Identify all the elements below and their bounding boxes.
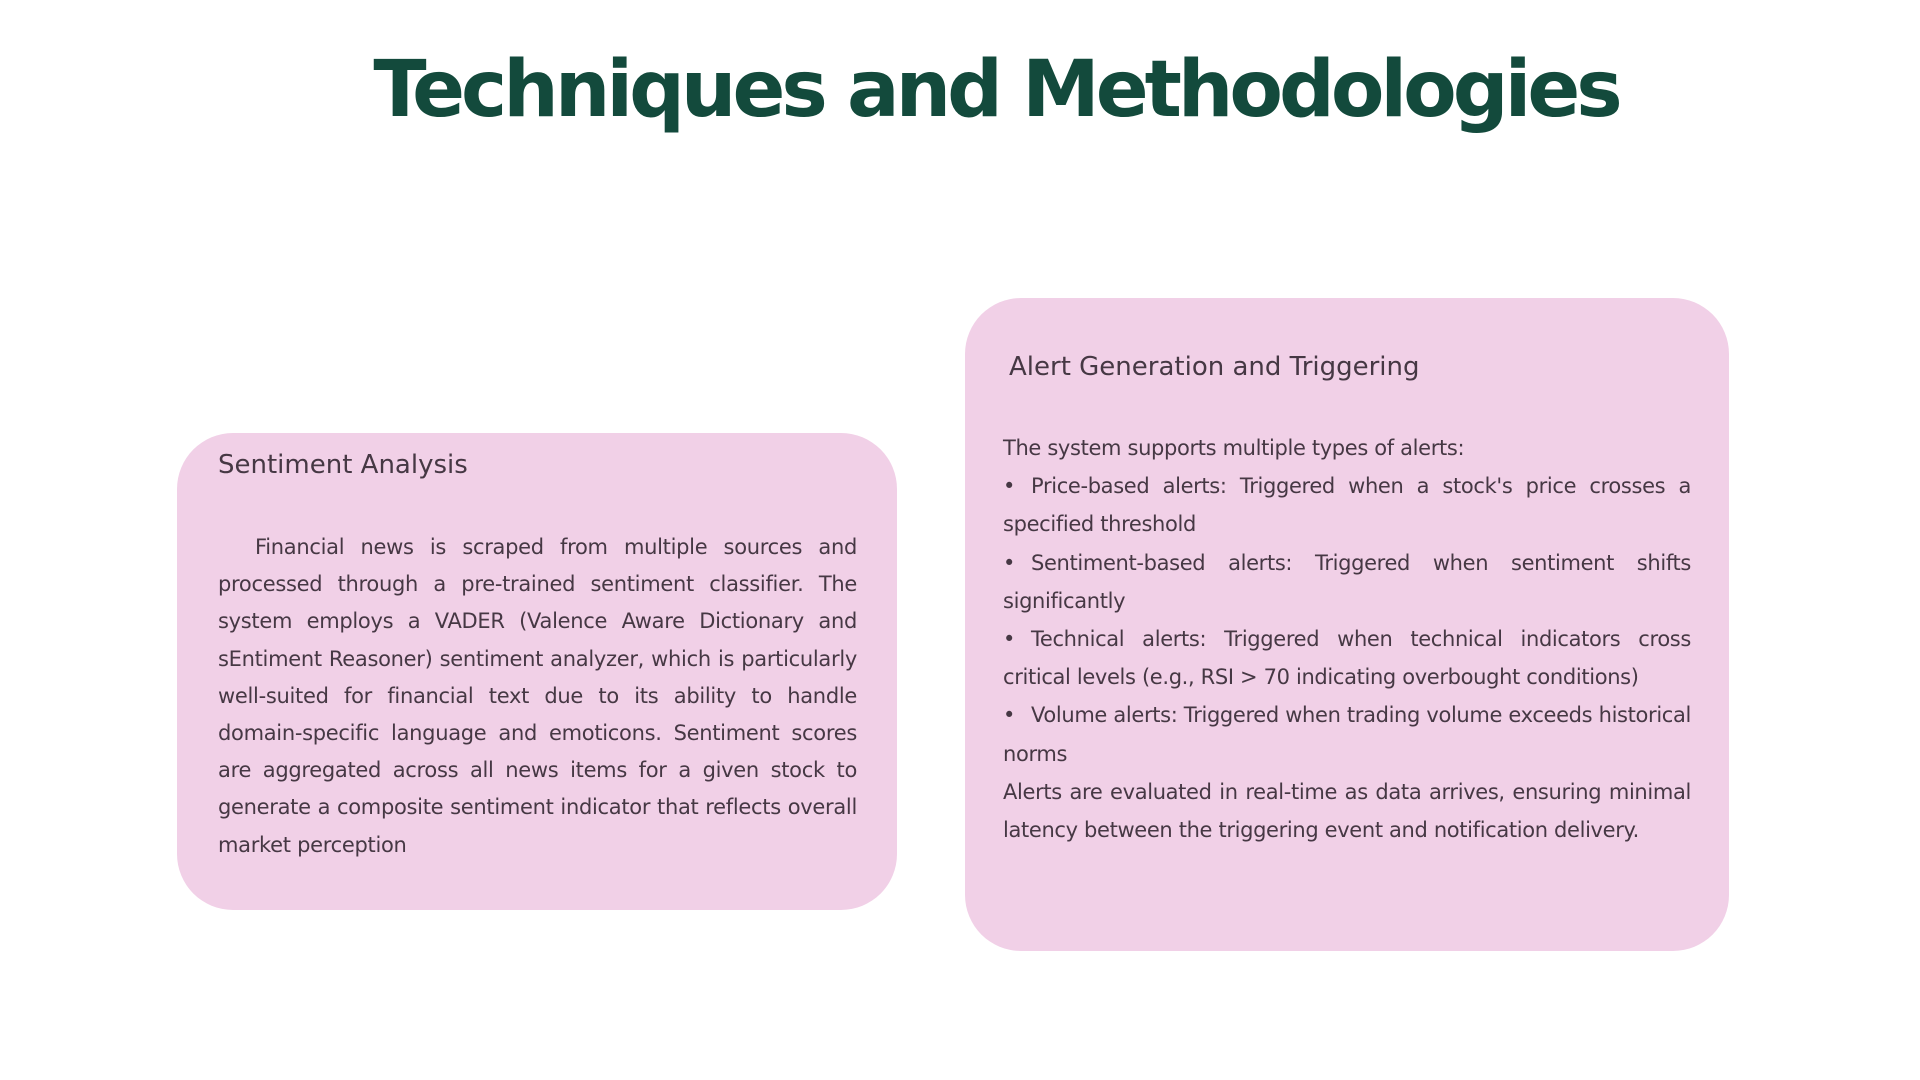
slide-title: Techniques and Methodologies: [373, 45, 1619, 135]
alert-list-item-sentiment: [1003, 544, 1691, 620]
sentiment-analysis-body: Financial news is scraped from multiple sources and processed through a pre-trained sentiment classifier. The system employs a VADER (Valence Aware Dictionary and sEntiment Reasoner) sentiment analyzer, which is particularly well-suited for financial text due to its ability to handle domain-specific language and emoticons. Sentiment scores are aggregated across all news items for a given stock to generate a composite sentiment indicator that reflects overall market perception: [218, 535, 857, 857]
alert-generation-card: [965, 298, 1729, 951]
bullet-icon: •: [1003, 550, 1016, 575]
bullet-icon: •: [1003, 627, 1016, 652]
alert-list-item-volume: [1003, 696, 1691, 772]
alert-generation-heading: Alert Generation and Triggering: [1009, 352, 1420, 382]
bullet-icon: •: [1003, 474, 1016, 499]
alert-list-item-text: Sentiment-based alerts: Triggered when sentiment shifts significantly: [1003, 550, 1691, 613]
alert-list-item-text: Volume alerts: Triggered when trading volume exceeds historical norms: [1003, 703, 1691, 766]
alert-list-item-technical: [1003, 620, 1691, 696]
alert-closing: Alerts are evaluated in real-time as data arrives, ensuring minimal latency between the triggering event and notification delivery.: [1003, 779, 1691, 843]
alert-list-item-price: [1003, 467, 1691, 543]
sentiment-analysis-heading: Sentiment Analysis: [218, 450, 468, 480]
alert-list-item-text: Price-based alerts: Triggered when a stock's price crosses a specified threshold: [1003, 474, 1691, 537]
sentiment-analysis-card: [177, 433, 897, 910]
alert-intro: The system supports multiple types of alerts:: [1003, 436, 1465, 460]
alert-generation-body: [1003, 429, 1691, 849]
alert-list-item-text: Technical alerts: Triggered when technical indicators cross critical levels (e.g., RSI > 70 indicating overbought conditions): [1003, 627, 1691, 690]
bullet-icon: •: [1003, 703, 1016, 728]
